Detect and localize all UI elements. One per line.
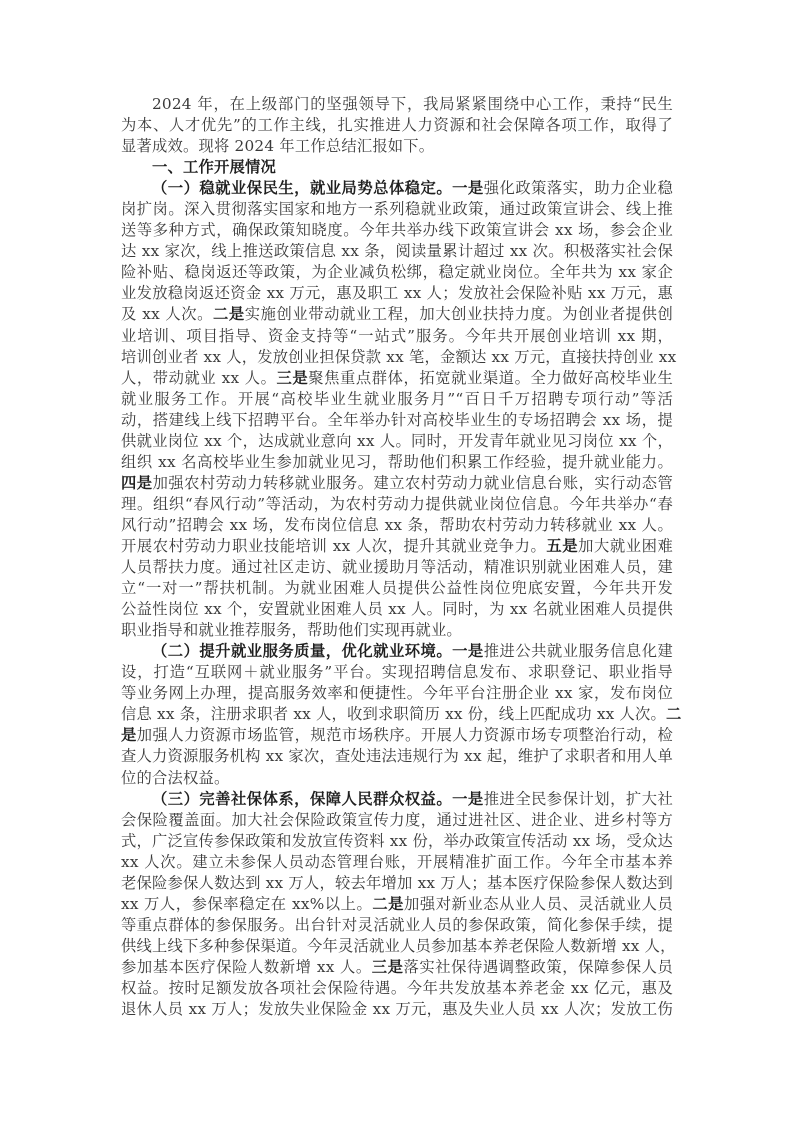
body-text: 人员帮扶力度。通过社区走访、就业援助月等活动，精准识别就业困难人员，建 [121, 558, 673, 577]
paragraph-line [121, 326, 673, 347]
paragraph-line [121, 178, 673, 199]
body-text: 人，带动就业 xx 人。 [121, 368, 277, 387]
body-text: xx 人次。建立未参保人员动态管理台账，开展精准扩面工作。今年全市基本养 [121, 852, 673, 871]
paragraph-line [121, 999, 673, 1020]
paragraph-line [121, 431, 673, 452]
body-text: 就业服务工作。开展“高校毕业生就业服务月”“百日千万招聘专项行动”等活 [121, 389, 673, 408]
paragraph-line [121, 368, 673, 389]
body-text: 加大就业困难 [578, 536, 674, 555]
body-text: 推进公共就业服务信息化建 [483, 642, 673, 661]
paragraph-line [121, 641, 673, 662]
paragraph-line [121, 452, 673, 473]
paragraph-line [121, 220, 673, 241]
paragraph-line [121, 473, 673, 494]
body-text: 理。组织“春风行动”等活动，为农村劳动力提供就业岗位信息。今年共举办“春 [121, 494, 673, 513]
bold-text: 二 [666, 705, 682, 724]
bold-text: 三是 [276, 368, 309, 387]
body-text: 为本、人才优先”的工作主线，扎实推进人力资源和社会保障各项工作，取得了 [121, 116, 673, 135]
paragraph-line [121, 746, 673, 767]
paragraph-line [121, 936, 676, 957]
body-text: 会保险覆盖面。加大社会保险政策宣传力度，通过进社区、进企业、进乡村等方 [121, 810, 673, 829]
body-text: 参加基本医疗保险人数新增 xx 人。 [121, 957, 372, 976]
paragraph-line [121, 199, 673, 220]
paragraph-line [121, 852, 673, 873]
body-text: 推进全民参保计划，扩大社 [483, 789, 673, 808]
body-text: 加强农村劳动力转移就业服务。建立农村劳动力就业信息台账，实行动态管 [152, 473, 673, 492]
bold-text: 四是 [121, 473, 153, 492]
body-text: 等业务网上办理，提高服务效率和便捷性。今年平台注册企业 xx 家，发布岗位 [121, 684, 673, 703]
paragraph-line [121, 515, 673, 536]
bold-text: 三是 [371, 957, 404, 976]
body-text: 加强对新业态从业人员、灵活就业人员 [404, 894, 673, 913]
body-text: 岗扩岗。深入贯彻落实国家和地方一系列稳就业政策，通过政策宣讲会、线上推 [121, 200, 673, 219]
paragraph-line [121, 957, 673, 978]
paragraph-line [121, 578, 673, 599]
body-text: 实施创业带动就业工程，加大创业扶持力度。为创业者提供创 [244, 305, 673, 324]
paragraph-line [121, 241, 673, 262]
paragraph-line [121, 831, 673, 852]
body-text: 查人力资源服务机构 xx 家次，查处违法违规行为 xx 起，维护了求职者和用人单 [121, 747, 673, 766]
paragraph-line [121, 283, 673, 304]
paragraph-line [121, 494, 673, 515]
body-text: 信息 xx 条，注册求职者 xx 人，收到求职简历 xx 份，线上匹配成功 xx 人次。 [121, 705, 667, 724]
paragraph-line [121, 915, 673, 936]
bold-text: 是 [121, 726, 137, 745]
body-text: 2024 年，在上级部门的坚强领导下，我局紧紧围绕中心工作，秉持“民生 [152, 95, 673, 113]
body-text: 设，打造“互联网＋就业服务”平台。实现招聘信息发布、求职登记、职业指导 [121, 663, 673, 682]
body-text: 老保险参保人数达到 xx 万人，较去年增加 xx 万人；基本医疗保险参保人数达到 [121, 873, 673, 892]
paragraph-line [121, 262, 673, 283]
body-text: 立“一对一”帮扶机制。为就业困难人员提供公益性岗位兜底安置，今年共开发 [121, 579, 673, 598]
body-text: 业培训、项目指导、资金支持等“一站式”服务。今年共开展创业培训 xx 期， [121, 326, 673, 345]
paragraph-line [121, 662, 673, 683]
body-text: 组织 xx 名高校毕业生参加就业见习，帮助他们积累工作经验，提升就业能力。 [121, 452, 673, 471]
body-text: 供线上线下多种参保渠道。今年灵活就业人员参加基本养老保险人数新增 xx 人， [121, 936, 676, 955]
paragraph-line [121, 136, 673, 157]
paragraph-line [121, 304, 673, 325]
body-text: 动，搭建线上线下招聘平台。全年举办针对高校毕业生的专场招聘会 xx 场，提 [121, 410, 673, 429]
paragraph-line [121, 410, 673, 431]
paragraph-line [121, 704, 682, 725]
body-text: 聚焦重点群体，拓宽就业渠道。全力做好高校毕业生 [308, 368, 673, 387]
body-text: 权益。按时足额发放各项社会保险待遇。今年共发放基本养老金 xx 亿元，惠及 [121, 978, 673, 997]
paragraph-line [121, 978, 673, 999]
paragraph-line [121, 789, 673, 810]
body-text: 开展农村劳动力职业技能培训 xx 人次，提升其就业竞争力。 [121, 536, 547, 555]
bold-text: 二是 [372, 894, 405, 913]
paragraph-line [121, 725, 673, 746]
bold-text: 五是 [546, 536, 579, 555]
bold-text: （三）完善社保体系，保障人民群众权益。一是 [152, 789, 484, 808]
body-text: 等重点群体的参保服务。出台针对灵活就业人员的参保政策，简化参保手续，提 [121, 915, 673, 934]
body-text: 供就业岗位 xx 个，达成就业意向 xx 人。同时，开发青年就业见习岗位 xx 个， [121, 431, 673, 450]
body-text: 退休人员 xx 万人；发放失业保险金 xx 万元，惠及失业人员 xx 人次；发放工伤 [121, 1000, 673, 1019]
paragraph-line [121, 599, 673, 620]
body-text: 业发放稳岗返还资金 xx 万元，惠及职工 xx 人；发放社会保险补贴 xx 万元，惠 [121, 284, 673, 303]
body-text: 公益性岗位 xx 个，安置就业困难人员 xx 人。同时，为 xx 名就业困难人员提供 [121, 600, 673, 619]
paragraph-line [121, 810, 673, 831]
paragraph-line [121, 683, 673, 704]
paragraph-line [121, 94, 673, 115]
paragraph-line [121, 620, 673, 641]
bold-text: （一）稳就业保民生，就业局势总体稳定。一是 [152, 179, 484, 198]
body-text: 达 xx 家次，线上推送政策信息 xx 条，阅读量累计超过 xx 次。积极落实社会保 [121, 242, 673, 261]
paragraph-line [121, 536, 673, 557]
paragraph-line [121, 115, 673, 136]
document-body [121, 94, 682, 1020]
body-text: 强化政策落实，助力企业稳 [483, 179, 673, 198]
bold-text: 二是 [213, 305, 245, 324]
body-text: 落实社保待遇调整政策，保障参保人员 [403, 957, 673, 976]
body-text: 及 xx 人次。 [121, 305, 214, 324]
body-text: 职业指导和就业推荐服务，帮助他们实现再就业。 [121, 621, 462, 640]
paragraph-line [121, 347, 677, 368]
bold-text: 一、工作开展情况 [152, 158, 276, 177]
body-text: 式，广泛宣传参保政策和发放宣传资料 xx 份，举办政策宣传活动 xx 场，受众达 [121, 831, 673, 850]
body-text: xx 万人，参保率稳定在 xx%以上。 [121, 894, 373, 913]
body-text: 送等多种方式，确保政策知晓度。今年共举办线下政策宣讲会 xx 场，参会企业 [121, 221, 673, 240]
paragraph-line [121, 873, 673, 894]
body-text: 风行动”招聘会 xx 场，发布岗位信息 xx 条，帮助农村劳动力转移就业 xx 人。 [121, 515, 673, 534]
bold-text: （二）提升就业服务质量，优化就业环境。一是 [152, 642, 484, 661]
body-text: 位的合法权益。 [121, 768, 230, 787]
paragraph-line [121, 894, 673, 915]
paragraph-line [121, 389, 673, 410]
body-text: 培训创业者 xx 人，发放创业担保贷款 xx 笔，金额达 xx 万元，直接扶持创业 xx [121, 347, 677, 366]
paragraph-line [121, 557, 673, 578]
body-text: 显著成效。现将 2024 年工作总结汇报如下。 [121, 137, 435, 156]
section-heading [121, 157, 673, 178]
body-text: 加强人力资源市场监管，规范市场秩序。开展人力资源市场专项整治行动，检 [136, 726, 673, 745]
paragraph-line [121, 768, 673, 789]
body-text: 险补贴、稳岗返还等政策，为企业减负松绑，稳定就业岗位。全年共为 xx 家企 [121, 263, 673, 282]
